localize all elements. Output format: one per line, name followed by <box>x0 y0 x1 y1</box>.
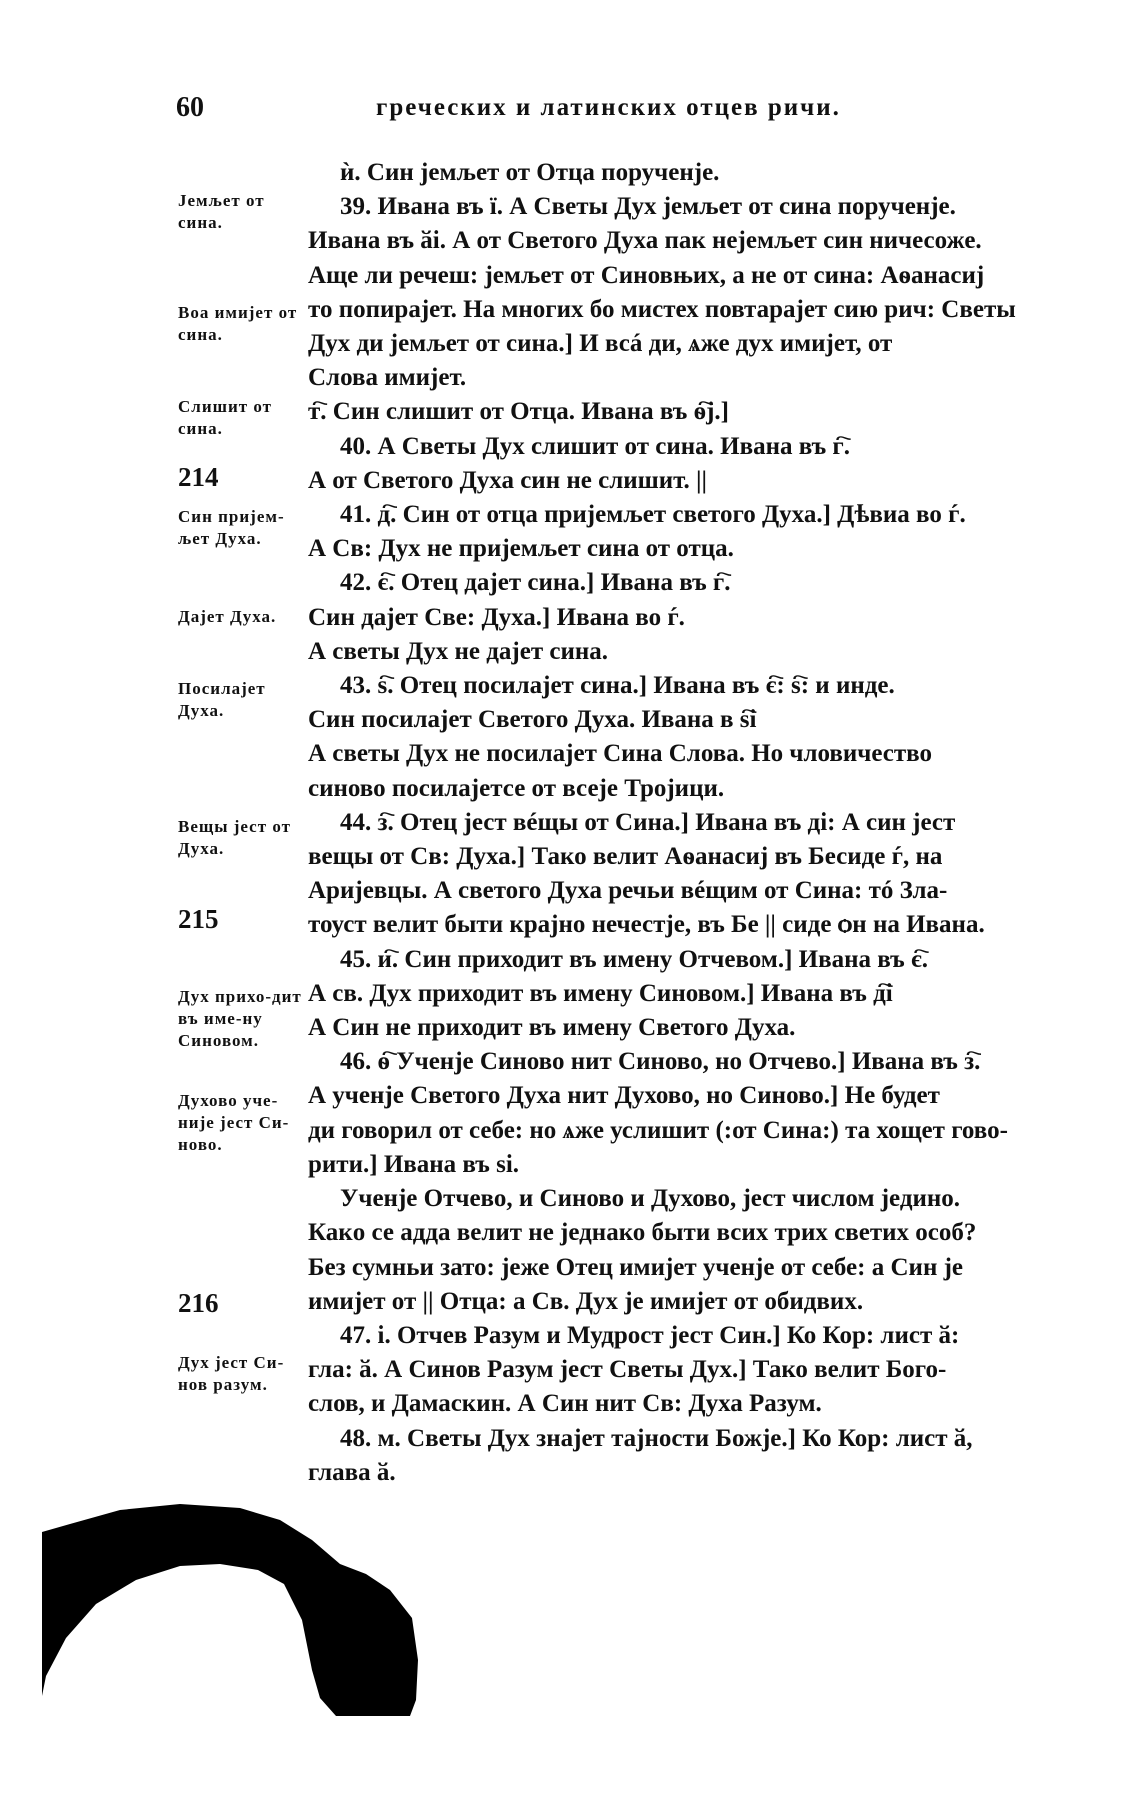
margin-note: Слишит от сина. <box>178 397 272 438</box>
text-line: 48. м. Светы Дух знајет тајности Божје.] Ко Кор: лист ӑ, <box>340 1424 973 1452</box>
margin-note: Јемљет от сина. <box>178 191 265 232</box>
text-line: 42. є҇. Отец дајет сина.] Ивана въ г҇. <box>340 569 731 597</box>
text-line: гла: ӑ. А Синов Разум јест Светы Дух.] Тако велит Бого- <box>308 1356 947 1384</box>
scan-ink-blot <box>40 1500 420 1720</box>
text-line: Слова имијет. <box>308 364 467 392</box>
margin-note: Дајет Духа. <box>178 607 277 626</box>
text-line: А св. Дух приходит въ имену Синовом.] Ивана въ д҇і <box>308 979 893 1007</box>
text-line: 46. ѳ҇ Ученје Синово нит Синово, но Отчево.] Ивана въ з҇. <box>340 1048 981 1076</box>
text-line: Син дајет Све: Духа.] Ивана во ѓ. <box>308 603 685 631</box>
text-line: Без сумньи зато: јеже Отец имијет ученје от себе: а Син је <box>308 1253 964 1281</box>
margin-note: Син пријем-љет Духа. <box>178 507 285 548</box>
scan-ink-blot-shape <box>42 1504 418 1716</box>
text-line: А Св: Дух не пријемљет сина от отца. <box>308 535 734 563</box>
page-number: 60 <box>176 92 204 123</box>
text-line: 47. і. Отчев Разум и Мудрост јест Син.] Ко Кор: лист ӑ: <box>340 1321 960 1349</box>
text-line: синово посилајетсе от всеје Тројици. <box>308 774 725 802</box>
page-header <box>176 92 1076 132</box>
margin-note: Посилајет Духа. <box>178 679 266 720</box>
text-line: Аријевцы. А светого Духа речьи вéщим от Сина: тó Зла- <box>308 877 948 905</box>
text-line: Ивана въ ӑі. А от Светого Духа пак нејемљет син ничесоже. <box>308 227 982 255</box>
text-line: А Син не приходит въ имену Светого Духа. <box>308 1014 796 1042</box>
text-line: тоуст велит быти крајно нечестје, въ Бе || сиде ѻн на Ивана. <box>308 911 985 939</box>
text-line: Дух ди јемљет от сина.] И всá ди, ѧже дух имијет, от <box>308 330 893 358</box>
text-line: А светы Дух не дајет сина. <box>308 637 608 665</box>
margin-note: Вещы јест от Духа. <box>178 817 291 858</box>
folio-number: 216 <box>178 1288 219 1318</box>
text-line: А от Светого Духа син не слишит. || <box>308 466 708 494</box>
text-line: Аще ли речеш: јемљет от Синовњих, а не от сина: Аѳанасиј <box>308 261 985 289</box>
main-text <box>308 156 1078 1490</box>
text-line: слов, и Дамаскин. А Син нит Св: Духа Разум. <box>308 1390 822 1418</box>
text-line: ди говорил от себе: но ѧже услишит (:от Сина:) та хощет гово- <box>308 1116 1008 1144</box>
folio-number: 214 <box>178 462 219 492</box>
text-line: А светы Дух не посилајет Сина Слова. Но чловичество <box>308 740 933 768</box>
margin-note: Духово уче-није јест Си-ново. <box>178 1091 290 1154</box>
text-line: рити.] Ивана въ ѕі. <box>308 1150 520 1178</box>
text-line: 39. Ивана въ ї. А Светы Дух јемљет от сина порученје. <box>340 193 956 221</box>
text-line: 40. А Светы Дух слишит от сина. Ивана въ г҇. <box>340 432 851 460</box>
text-line: т҇. Син слишит от Отца. Ивана въ ѳ҇ј.] <box>308 398 729 426</box>
text-line: имијет от || Отца: а Св. Дух је имијет от обидвих. <box>308 1287 864 1315</box>
margin-note: Воа имијет от сина. <box>178 303 298 344</box>
margin-note: Дух прихо-дит въ име-ну Синовом. <box>178 987 302 1050</box>
text-line: Какo се адда велит не једнако быти всих трих светих особ? <box>308 1219 977 1247</box>
text-line: А ученје Светого Духа нит Духово, но Синово.] Не будет <box>308 1082 940 1110</box>
text-line: то попирајет. На многих бо мистех повтарајет сию рич: Светы <box>308 295 1016 323</box>
margin-note: Дух јест Си-нов разум. <box>178 1353 285 1394</box>
text-line: глава ӑ. <box>308 1458 396 1486</box>
text-line: 41. д҇. Син от отца пријемљет светого Духа.] Дѣвиа во ѓ. <box>340 501 966 529</box>
text-line: 44. з҇. Отец јест вéщы от Сина.] Ивана въ ді: А син јест <box>340 808 956 836</box>
text-line: вещы от Св: Духа.] Тако велит Аѳанасиј въ Бесиде ѓ, на <box>308 843 943 871</box>
text-line: Син посилајет Светого Духа. Ивана в ѕ҇і <box>308 706 757 734</box>
folio-number: 215 <box>178 904 219 934</box>
text-line: ѝ. Син јемљет от Отца порученје. <box>340 159 720 186</box>
text-line: Ученје Отчево, и Синово и Духово, јест числом једино. <box>340 1185 961 1213</box>
text-line: 43. ѕ҇. Отец посилајет сина.] Ивана въ є҇: ѕ҇: и инде. <box>340 672 895 700</box>
text-line: 45. и҇. Син приходит въ имену Отчевом.] Ивана въ є҇. <box>340 945 929 973</box>
running-title: греческих и латинских отцев ричи. <box>376 94 841 121</box>
